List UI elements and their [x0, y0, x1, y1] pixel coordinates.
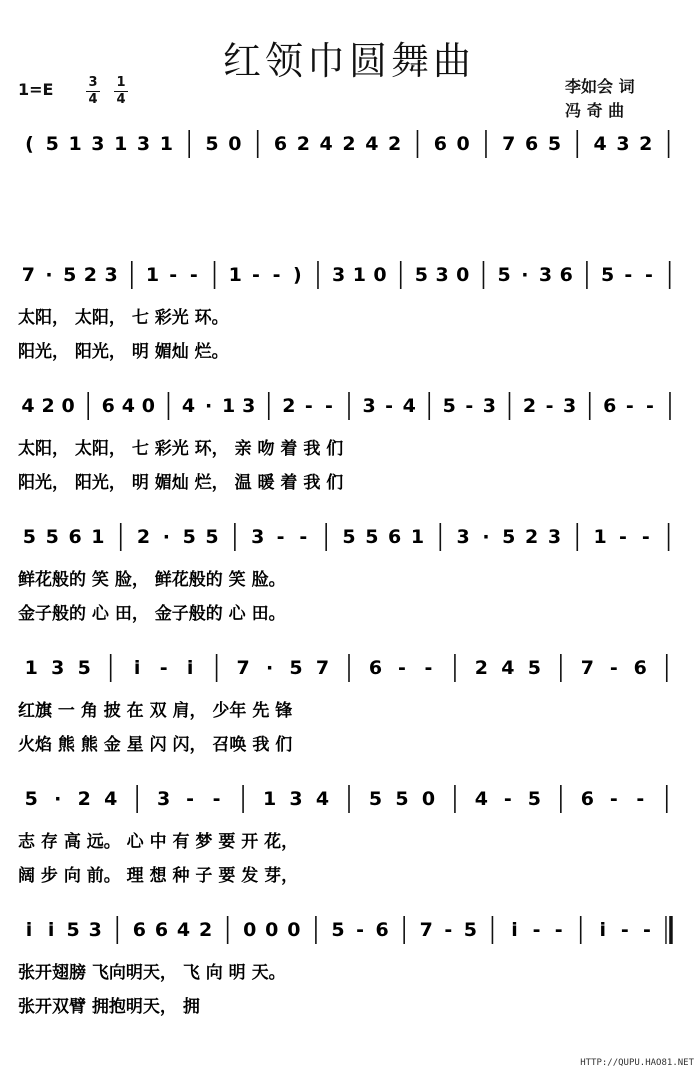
- note: -: [276, 526, 285, 548]
- note: 4: [501, 657, 515, 679]
- time-sig-numerator: 3: [88, 75, 98, 90]
- note: 3: [456, 526, 470, 548]
- note: 0: [265, 919, 279, 941]
- note: 6: [633, 657, 647, 679]
- note: 6: [273, 133, 288, 155]
- note: -: [645, 264, 653, 286]
- note: 3: [289, 788, 303, 810]
- note: i: [25, 919, 33, 941]
- lyricist-credit: 李如会 词: [565, 77, 635, 96]
- note: 5: [527, 657, 541, 679]
- note: 5: [22, 526, 37, 548]
- note: 6: [68, 526, 82, 548]
- lyric-verse-1: 太阳， 太阳， 七 彩光 环。: [18, 308, 229, 328]
- note: i: [133, 657, 141, 679]
- note: 5: [547, 133, 562, 155]
- note: 5: [365, 526, 379, 548]
- note: 0: [228, 133, 242, 155]
- note: -: [620, 919, 629, 941]
- note: 1: [114, 133, 128, 155]
- note: 7: [419, 919, 433, 941]
- note: 4: [104, 788, 118, 810]
- note: 4: [319, 133, 333, 155]
- note: 5: [497, 264, 511, 286]
- note: 2: [525, 526, 539, 548]
- note: -: [465, 395, 474, 417]
- note: i: [186, 657, 194, 679]
- note: 2: [522, 395, 537, 417]
- note: 6: [368, 657, 383, 679]
- note: -: [299, 526, 308, 548]
- lyric-verse-1: 红旗 一 角 披 在 双 肩， 少年 先 锋: [18, 701, 293, 721]
- note: 1: [228, 264, 242, 286]
- note: -: [554, 919, 563, 941]
- lyric-verse-2: 金子般的 心 田， 金子般的 心 田。: [18, 604, 286, 624]
- note: -: [642, 919, 651, 941]
- note: 1: [352, 264, 366, 286]
- note: -: [641, 526, 650, 548]
- note: 1: [24, 657, 38, 679]
- note: 5: [24, 788, 38, 810]
- note: 6: [388, 526, 402, 548]
- note: 0: [456, 133, 470, 155]
- note: 2: [296, 133, 310, 155]
- lyric-verse-2: 张开双臂 拥抱明天， 拥: [18, 997, 200, 1017]
- note: ·: [521, 264, 529, 286]
- lyric-verse-2: 阳光， 阳光， 明 媚灿 烂。: [18, 342, 229, 362]
- note: -: [645, 395, 654, 417]
- note: 4: [593, 133, 607, 155]
- note: -: [609, 788, 618, 810]
- note: -: [636, 788, 645, 810]
- note: 6: [375, 919, 389, 941]
- note: 5: [463, 919, 477, 941]
- note: 2: [136, 526, 151, 548]
- note: 3: [157, 788, 171, 810]
- note: -: [212, 788, 221, 810]
- note: 1: [91, 526, 105, 548]
- time-sig-denominator: 4: [116, 92, 126, 107]
- note: -: [385, 395, 394, 417]
- note: 0: [61, 395, 75, 417]
- note: 5: [205, 526, 219, 548]
- note: 5: [45, 133, 59, 155]
- note: ): [292, 264, 302, 286]
- note: -: [324, 395, 333, 417]
- note: 1: [593, 526, 607, 548]
- note: 1: [145, 264, 160, 286]
- lyric-verse-1: 志 存 高 远。 心 中 有 梦 要 开 花，: [18, 832, 299, 852]
- note: 5: [205, 133, 219, 155]
- note: -: [444, 919, 453, 941]
- note: 1: [410, 526, 425, 548]
- note: 5: [63, 264, 77, 286]
- note: -: [503, 788, 512, 810]
- note: -: [356, 919, 364, 941]
- note: 4: [181, 395, 196, 417]
- note: ·: [45, 264, 53, 286]
- note: 7: [315, 657, 330, 679]
- note: i: [599, 919, 607, 941]
- note: 5: [502, 526, 516, 548]
- note: 5: [527, 788, 541, 810]
- note: 4: [315, 788, 330, 810]
- note: 3: [332, 264, 346, 286]
- note: 0: [421, 788, 436, 810]
- note: 6: [433, 133, 447, 155]
- note: 2: [83, 264, 98, 286]
- note: 2: [388, 133, 402, 155]
- note: 3: [616, 133, 630, 155]
- note: 5: [368, 788, 383, 810]
- note: 1: [159, 133, 173, 155]
- note: 3: [88, 919, 102, 941]
- note: 6: [580, 788, 594, 810]
- note: 1: [262, 788, 277, 810]
- lyric-verse-1: 鲜花般的 笑 脸， 鲜花般的 笑 脸。: [18, 570, 286, 590]
- note: 2: [474, 657, 489, 679]
- note: 6: [101, 395, 115, 417]
- note: -: [424, 657, 433, 679]
- note: 1: [222, 395, 236, 417]
- note: 4: [365, 133, 379, 155]
- note: -: [159, 657, 168, 679]
- note: 7: [502, 133, 516, 155]
- note: -: [169, 264, 178, 286]
- note: -: [272, 264, 281, 286]
- note: 5: [45, 526, 59, 548]
- note: 6: [132, 919, 146, 941]
- note: 2: [198, 919, 213, 941]
- time-signature-1-4: [114, 76, 128, 107]
- note: -: [618, 526, 627, 548]
- note: 0: [287, 919, 301, 941]
- note: 5: [66, 919, 80, 941]
- note: -: [186, 788, 195, 810]
- note: 4: [21, 395, 35, 417]
- lyric-verse-1: 太阳， 太阳， 七 彩光 环， 亲 吻 着 我 们: [18, 439, 344, 459]
- note: ·: [54, 788, 62, 810]
- note: 7: [236, 657, 250, 679]
- note: 5: [342, 526, 356, 548]
- composer-credit: 冯 奇 曲: [565, 101, 625, 120]
- time-signature-3-4: [86, 76, 100, 107]
- note: 3: [538, 264, 553, 286]
- note: 4: [402, 395, 416, 417]
- note: 2: [639, 133, 653, 155]
- lyric-verse-1: 张开翅膀 飞向明天， 飞 向 明 天。: [18, 963, 286, 983]
- note: 4: [121, 395, 135, 417]
- time-sig-denominator: 4: [88, 92, 98, 107]
- key-signature: 1=E: [18, 80, 54, 99]
- note: 1: [68, 133, 82, 155]
- note: 2: [282, 395, 296, 417]
- note: 3: [136, 133, 151, 155]
- note: 3: [242, 395, 256, 417]
- note: -: [624, 264, 633, 286]
- note: 0: [243, 919, 257, 941]
- note: 2: [77, 788, 91, 810]
- note: 3: [482, 395, 497, 417]
- note: 3: [435, 264, 449, 286]
- note: i: [47, 919, 55, 941]
- note: 6: [154, 919, 169, 941]
- lyric-verse-2: 火焰 熊 熊 金 星 闪 闪， 召唤 我 们: [18, 735, 293, 755]
- note: -: [609, 657, 618, 679]
- note: 5: [182, 526, 196, 548]
- note: -: [545, 395, 554, 417]
- note: -: [532, 919, 541, 941]
- site-watermark: HTTP://QUPU.HAO81.NET: [580, 1058, 694, 1068]
- note: (: [25, 133, 34, 155]
- note: 3: [104, 264, 118, 286]
- note: i: [511, 919, 518, 941]
- note: -: [625, 395, 634, 417]
- note: 3: [563, 395, 577, 417]
- note: -: [189, 264, 198, 286]
- note: 0: [456, 264, 470, 286]
- note: 7: [21, 264, 35, 286]
- note: 5: [395, 788, 409, 810]
- note: 5: [600, 264, 615, 286]
- note: ·: [482, 526, 490, 548]
- note: 6: [603, 395, 617, 417]
- note: 3: [547, 526, 562, 548]
- note: 5: [414, 264, 429, 286]
- note: 2: [41, 395, 55, 417]
- note: 0: [141, 395, 156, 417]
- note: 4: [176, 919, 191, 941]
- note: 7: [580, 657, 594, 679]
- page-title: 红领巾圆舞曲: [222, 39, 475, 83]
- note: 3: [251, 526, 265, 548]
- note: -: [398, 657, 406, 679]
- time-sig-numerator: 1: [116, 75, 126, 90]
- note: 3: [51, 657, 65, 679]
- lyric-verse-2: 阳光， 阳光， 明 媚灿 烂， 温 暖 着 我 们: [18, 473, 344, 493]
- note: ·: [265, 657, 274, 679]
- note: -: [251, 264, 260, 286]
- note: 3: [91, 133, 105, 155]
- note: 3: [362, 395, 376, 417]
- note: -: [304, 395, 313, 417]
- note: 5: [442, 395, 456, 417]
- note: 5: [77, 657, 91, 679]
- note: 2: [342, 133, 356, 155]
- note: ·: [162, 526, 170, 548]
- note: ·: [204, 395, 213, 417]
- note: 6: [559, 264, 573, 286]
- note: 0: [373, 264, 387, 286]
- note: 6: [525, 133, 539, 155]
- note: 5: [331, 919, 345, 941]
- note: 5: [289, 657, 303, 679]
- lyric-verse-2: 阔 步 向 前。 理 想 种 子 要 发 芽，: [18, 866, 299, 886]
- note: 4: [474, 788, 489, 810]
